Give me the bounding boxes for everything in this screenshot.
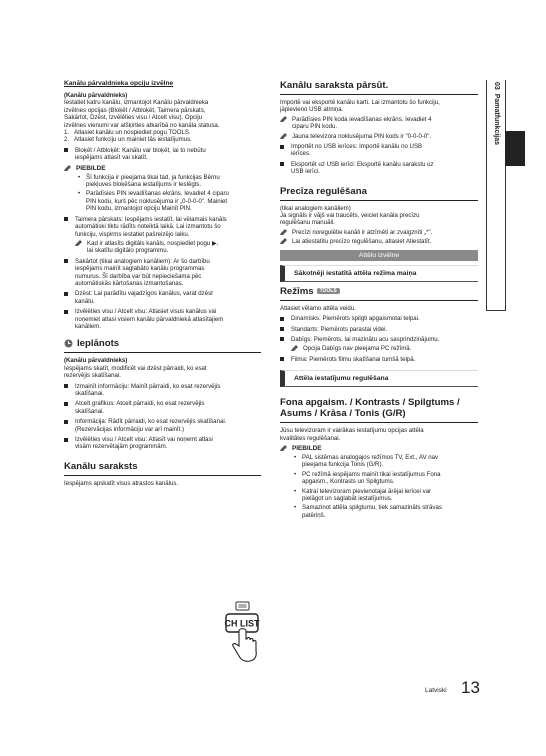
intro-paragraph	[64, 99, 261, 129]
step-number: 2.	[64, 136, 70, 144]
square-bullet-icon	[280, 337, 284, 341]
mode-heading	[280, 286, 478, 301]
clock-icon	[64, 339, 73, 348]
text-line: jāpievieno USB atmiņa.	[280, 106, 344, 114]
channel-list-text: Iespējams apskatīt visus atrastos kanālus.	[64, 479, 179, 487]
text-line: Atcelt grafikus: Atcelt pārraidi, ko esat rezervējis	[75, 400, 205, 408]
bullet-item	[64, 418, 261, 433]
fine-tune-heading: Precīza regulēšana	[280, 186, 478, 201]
bullet-item	[64, 383, 261, 398]
sidebar-tab-marker	[505, 131, 525, 166]
section-subtitle: (Kanālu pārvaldnieks)	[64, 92, 128, 99]
text-line: Taimera pārskats: Iespējams iestatīt, lai vēlamais kanāls	[75, 215, 227, 223]
step-text: Atlasiet kanālu un nospiediet pogu TOOLS.	[74, 129, 191, 137]
text-line: PIN kodu, kurš pēc noklusējuma ir „0-0-0-0". Mainiet	[86, 197, 228, 205]
text-line: Katrai televizoram pievienotajai ārējai ierīcei var	[302, 487, 432, 495]
square-bullet-icon	[64, 148, 68, 152]
text-line: regulēšanu manuāli.	[280, 219, 335, 227]
picture-settings-section-header: Attēla iestatījumu regulēšana	[280, 370, 478, 387]
dot-bullet-icon: •	[78, 190, 81, 198]
transfer-intro	[280, 99, 478, 114]
note-pencil-icon	[280, 116, 288, 122]
text-line: rezervējis skatīšanai.	[64, 372, 121, 380]
text-line: Jūsu televizoram ir vairākas iestatījumu opcijas attēla	[280, 427, 424, 435]
planned-intro	[64, 365, 261, 380]
dot-bullet-icon: •	[294, 453, 297, 461]
text-line: apgaism., Kontrasts un Spilgtums.	[302, 478, 395, 486]
bullet-item	[64, 290, 261, 305]
text-line: Lai atiestatītu precīzo regulēšanu, atlasiet Atiestatīt.	[292, 238, 432, 246]
ch-list-button-icon	[223, 600, 263, 668]
square-bullet-icon	[280, 327, 284, 331]
text-line: funkciju, vispirms iestatiet pašreizējo laiku.	[75, 230, 190, 238]
text-line: PC režīmā iespējams mainīt tikai iestatījumus Fona	[302, 470, 441, 478]
inline-note	[280, 116, 478, 131]
note-pencil-icon	[291, 345, 299, 351]
inline-note	[280, 345, 478, 352]
text-line: Šī funkcija ir pieejama tikai tad, ja funkcijas Bērnu	[86, 173, 220, 181]
footer-language: Latviski	[425, 687, 447, 694]
text-line: Eksportēt uz USB ierīci: Eksportē kanālu sarakstu uz	[291, 160, 434, 168]
bullet-item	[64, 258, 261, 288]
bullet-item	[64, 147, 261, 162]
fine-tune-subtitle: (tikai analogiem kanāliem)	[280, 204, 351, 212]
bullet-item	[280, 336, 478, 343]
text-line: Filma: Piemērots filmu skatīšanai tumšā telpā.	[291, 355, 416, 363]
text-line: Parādīsies PIN koda ievadīšanas ekrāns. Ievadiet 4	[292, 115, 432, 123]
square-bullet-icon	[64, 402, 68, 406]
text-line: iespējams mainīt saglabāto kanālu programmas	[75, 265, 205, 273]
page-number: 13	[461, 678, 480, 697]
step-item	[64, 136, 261, 143]
text-line: Sakārtot, Dzēst, Izvēlēties visu / Atcelt visu). Opciju	[64, 114, 203, 122]
text-line: Dzēst: Lai parādītu vajadzīgos kanālus, varat dzēst	[75, 290, 213, 298]
note-bullet	[64, 174, 261, 189]
ch-list-label: CH LIST	[224, 618, 260, 629]
text-line: pieejama funkcija Tonis (G/R).	[302, 461, 384, 469]
bullet-item	[64, 400, 261, 415]
text-line: Standarts: Piemērots parastai videi.	[291, 325, 388, 333]
text-line: Importēt no USB ierīces: Importē kanālu no USB	[291, 143, 423, 151]
square-bullet-icon	[64, 217, 68, 221]
chapter-number: 03	[493, 82, 500, 90]
section-heading: Kanālu pārvaldnieka opciju izvēlne	[64, 80, 174, 87]
text-line: Dinamisks: Piemērots spilgti apgaismotai telpai.	[291, 315, 420, 323]
text-line: Kad ir atlasīts digitāls kanāls, nospiediet pogu ▶,	[87, 239, 219, 247]
text-line: kanāliem.	[75, 322, 102, 330]
planned-heading	[64, 338, 261, 353]
square-bullet-icon	[64, 420, 68, 424]
tools-badge: TOOLS	[317, 288, 340, 294]
note-heading	[64, 165, 261, 172]
step-text: Atlasiet funkciju un mainiet tās iestatījumus.	[74, 136, 192, 144]
text-line: Ja signāls ir vājš vai traucēts, veiciet kanāla precīzu	[280, 212, 420, 220]
text-line: Samazinot attēla spilgtumu, tiek samazināts strāvas	[302, 504, 442, 512]
note-bullet	[280, 488, 478, 503]
square-bullet-icon	[280, 357, 284, 361]
bullet-item	[280, 356, 478, 363]
note-heading	[280, 445, 478, 452]
square-bullet-icon	[64, 438, 68, 442]
planned-title: Ieplānots	[77, 338, 120, 350]
text-line: numurus. Šī darbība var būt nepieciešama pēc	[75, 272, 202, 280]
text-line: Izmainīt informāciju: Mainīt pārraidi, ko esat rezervējis	[75, 382, 221, 390]
text-line: Precīzi noregulētie kanāli ir atzīmēti ar zvaigznīti „*".	[292, 228, 433, 236]
text-line: PAL sistēmas analogajos režīmos TV, Ext., AV nav	[302, 453, 439, 461]
note-pencil-icon	[280, 229, 288, 235]
bullet-item	[64, 308, 261, 330]
note-bullet	[64, 190, 261, 212]
text-line: Izvēlēties visu / Atcelt visu: Atlasīt vai noņemt atlasi	[75, 436, 213, 444]
planned-subtitle: (Kanālu pārvaldnieks)	[64, 357, 128, 365]
transfer-heading: Kanālu saraksta pārsūt.	[280, 80, 478, 95]
step-number: 1.	[64, 129, 70, 137]
text-line: USB ierīci.	[291, 168, 320, 176]
heading-line: Asums / Krāsa / Tonis (G/R)	[280, 408, 406, 420]
note-pencil-icon	[280, 133, 288, 139]
text-line: skatīšanai.	[75, 390, 105, 397]
text-line: noņemiet atlasi visiem kanālu pārvaldniekā atlasītajiem	[75, 315, 224, 323]
inline-note	[280, 238, 478, 245]
text-line: Sakārtot (tikai analogiem kanāliem): Ar šo darbību	[75, 257, 210, 265]
bullet-item	[280, 315, 478, 322]
text-line: piekļuves bloķēšana iestatījums ir Ieslēgts.	[86, 181, 202, 189]
text-line: Jauna televizora noklusējuma PIN kods ir "0-0-0-0".	[292, 132, 432, 140]
backlight-intro	[280, 427, 478, 442]
text-line: PIN kodu, izmantojot opciju Mainīt PIN.	[86, 205, 192, 213]
text-line: skatīšanai.	[75, 407, 105, 415]
text-line: Opcija Dabīgs nav pieejama PC režīmā.	[303, 345, 412, 353]
text-line: ierīces.	[291, 150, 311, 158]
text-line: automātiskās kārtošanas izmantošanas.	[75, 279, 184, 287]
dot-bullet-icon: •	[78, 173, 81, 181]
square-bullet-icon	[64, 259, 68, 263]
square-bullet-icon	[64, 292, 68, 296]
text-line: Parādīsies PIN ievadīšanas ekrāns. Ievadiet 4 ciparu	[86, 190, 229, 198]
note-pencil-icon	[280, 445, 288, 451]
note-pencil-icon	[64, 165, 72, 171]
note-bullet	[280, 504, 478, 519]
backlight-heading	[280, 397, 478, 423]
mode-title: Režīms	[280, 285, 314, 297]
bullet-item	[280, 143, 478, 158]
square-bullet-icon	[280, 162, 284, 166]
mode-intro: Atlasiet vēlamo attēla veidu.	[280, 304, 356, 312]
picture-menu-bar: Attēlu izvēlne	[280, 250, 478, 261]
text-line: Bloķēt / Atbloķēt: Kanālu var bloķēt, lai to nebūtu	[75, 146, 206, 154]
note-pencil-icon	[280, 238, 288, 244]
text-line: iespējams atlasīt vai skatīt.	[75, 154, 148, 162]
text-line: visām rezervētajām programmām.	[75, 443, 168, 451]
text-line: automātiski tiktu rādīts noteiktā laikā. Lai izmantotu šo	[75, 223, 221, 231]
picture-mode-section-header: Sākotnēji iestatītā attēla režīma maiņa	[280, 265, 478, 282]
right-column	[280, 80, 478, 519]
inline-note	[280, 229, 478, 236]
fine-tune-intro	[280, 212, 478, 227]
text-line: (Rezervācijas informāciju var arī mainīt.)	[75, 425, 185, 433]
square-bullet-icon	[64, 310, 68, 314]
sidebar-label	[493, 82, 500, 145]
inline-note	[64, 240, 261, 255]
channel-list-heading: Kanālu saraksts	[64, 461, 261, 476]
step-item	[64, 129, 261, 136]
bullet-item	[64, 216, 261, 238]
text-line: kanālu.	[75, 297, 95, 305]
text-line: ciparu PIN kodu.	[292, 123, 338, 131]
note-pencil-icon	[75, 240, 83, 246]
bullet-item	[280, 161, 478, 176]
text-line: Dabīgs: Piemērots, lai mazinātu acu sasprindzinājumu.	[291, 335, 440, 343]
text-line: izvēlnes vienumi var atšķirties atkarībā no kanāla statusa.	[64, 121, 220, 129]
square-bullet-icon	[64, 384, 68, 388]
square-bullet-icon	[280, 317, 284, 321]
dot-bullet-icon: •	[294, 470, 297, 478]
left-column	[64, 80, 261, 487]
text-line: Izvēlēties visu / Atcelt visu: Atlasiet visus kanālus vai	[75, 308, 217, 316]
bullet-item	[280, 326, 478, 333]
square-bullet-icon	[280, 145, 284, 149]
dot-bullet-icon: •	[294, 504, 297, 512]
text-line: Iespējams skatīt, modificēt vai dzēst pārraidi, ko esat	[64, 364, 207, 372]
note-label: PIEBILDE	[292, 444, 322, 452]
text-line: Iestatiet katru kanālu, izmantojot Kanālu pārvaldnieka	[64, 99, 209, 107]
bullet-item	[64, 436, 261, 451]
note-bullet	[280, 454, 478, 469]
text-line: Informācija: Rādīt pārraidi, ko esat rezervējis skatīšanai.	[75, 418, 227, 426]
text-line: kvalitātes regulēšanai.	[280, 434, 341, 442]
text-line: Importē vai eksportē kanālu karti. Lai izmantotu šo funkciju,	[280, 99, 440, 106]
text-line: patēriņš.	[302, 511, 326, 519]
dot-bullet-icon: •	[294, 487, 297, 495]
text-line: pielāgot un saglabāt iestatījumus.	[302, 494, 393, 502]
note-bullet	[280, 471, 478, 486]
heading-line: Fona apgaism. / Kontrasts / Spilgtums /	[280, 397, 460, 409]
note-label: PIEBILDE	[76, 164, 106, 172]
chapter-sidebar	[486, 80, 506, 311]
chapter-title: Pamatfunkcijas	[493, 93, 500, 146]
text-line: lai skatītu digitālo programmu.	[87, 247, 169, 255]
inline-note	[280, 133, 478, 140]
text-line: izvēlnes opcijas (Bloķēt / Atbloķēt, Taimera pārskats,	[64, 106, 206, 114]
